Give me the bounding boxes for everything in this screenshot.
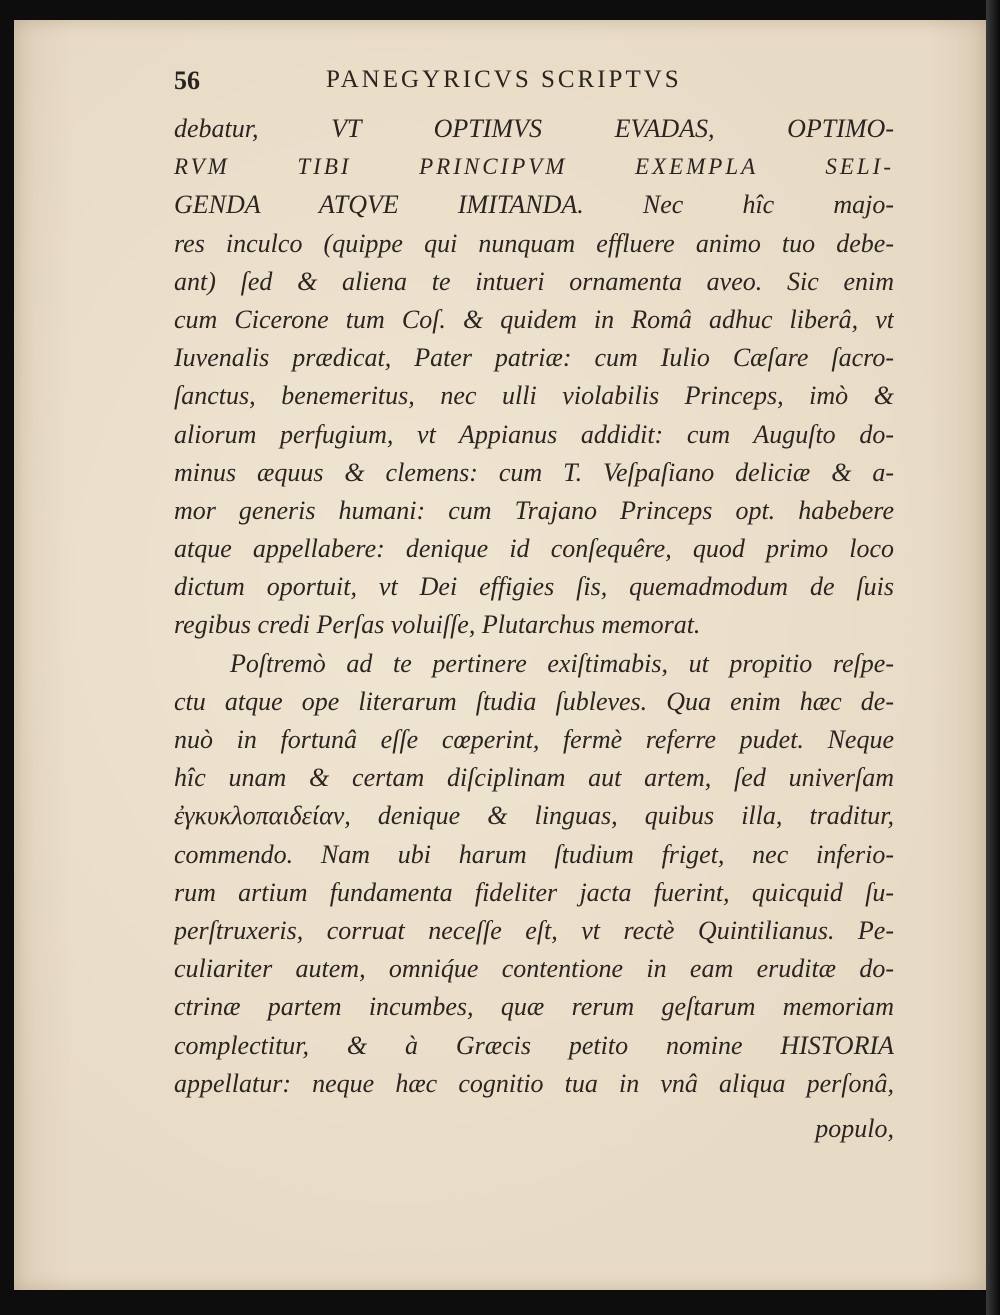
book-spine-edge bbox=[986, 0, 1000, 1315]
body-text bbox=[174, 110, 894, 1103]
text-line: minus æquus & clemens: cum T. Veſpaſiano deliciæ & a- bbox=[174, 457, 894, 487]
text-line: ant) ſed & aliena te intueri ornamenta aveo. Sic enim bbox=[174, 266, 894, 296]
text-line: ctrinæ partem incumbes, quæ rerum geſtarum memoriam bbox=[174, 992, 894, 1022]
text-line: res inculco (quippe qui nunquam effluere animo tuo debe- bbox=[174, 228, 894, 258]
paragraph-first-line: Poſtremò ad te pertinere exiſtimabis, ut propitio reſpe- bbox=[230, 648, 894, 678]
text-line: appellatur: neque hæc cognitio tua in vnâ aliqua perſonâ, bbox=[174, 1068, 894, 1098]
text-line: ſanctus, benemeritus, nec ulli violabilis Princeps, imò & bbox=[174, 381, 894, 411]
page-number: 56 bbox=[174, 66, 200, 95]
text-line: cum Cicerone tum Coſ. & quidem in Româ adhuc liberâ, vt bbox=[174, 304, 894, 334]
text-line: ἐγκυκλοπαιδείαν, denique & linguas, quibus illa, traditur, bbox=[174, 801, 894, 831]
text-line: RVM TIBI PRINCIPVM EXEMPLA SELI- bbox=[174, 154, 894, 180]
text-line: perſtruxeris, corruat neceſſe eſt, vt rectè Quintilianus. Pe- bbox=[174, 915, 894, 945]
text-line: atque appellabere: denique id conſequêre, quod primo loco bbox=[174, 534, 894, 564]
page-header bbox=[174, 60, 894, 100]
text-line: GENDA ATQVE IMITANDA. Nec hîc majo- bbox=[174, 190, 894, 220]
catchword: populo, bbox=[815, 1114, 894, 1143]
text-line: culiariter autem, omniq́ue contentione in eam eruditæ do- bbox=[174, 954, 894, 984]
text-line: regibus credi Perſas voluiſſe, Plutarchus memorat. bbox=[174, 610, 701, 640]
text-line: commendo. Nam ubi harum ſtudium friget, nec inferio- bbox=[174, 839, 894, 869]
text-line: nuò in fortunâ eſſe cœperint, fermè referre pudet. Neque bbox=[174, 725, 894, 754]
text-line: rum artium fundamenta fideliter jacta fuerint, quicquid ſu- bbox=[174, 877, 894, 907]
text-line: ctu atque ope literarum ſtudia ſubleves. Qua enim hæc de- bbox=[174, 686, 894, 716]
running-title: PANEGYRICVS SCRIPTVS bbox=[326, 66, 682, 93]
text-line: hîc unam & certam diſciplinam aut artem, ſed univerſam bbox=[174, 763, 894, 793]
text-line: complectitur, & à Græcis petito nomine HISTORIA bbox=[174, 1030, 894, 1060]
text-line: aliorum perfugium, vt Appianus addidit: cum Auguſto do- bbox=[174, 419, 894, 449]
text-line: debatur, VT OPTIMVS EVADAS, OPTIMO- bbox=[174, 114, 894, 143]
text-line: dictum oportuit, vt Dei effigies ſis, quemadmodum de ſuis bbox=[174, 572, 894, 602]
text-line: mor generis humani: cum Trajano Princeps opt. habebere bbox=[174, 495, 894, 525]
text-line: Iuvenalis prædicat, Pater patriæ: cum Iulio Cæſare ſacro- bbox=[174, 343, 894, 373]
